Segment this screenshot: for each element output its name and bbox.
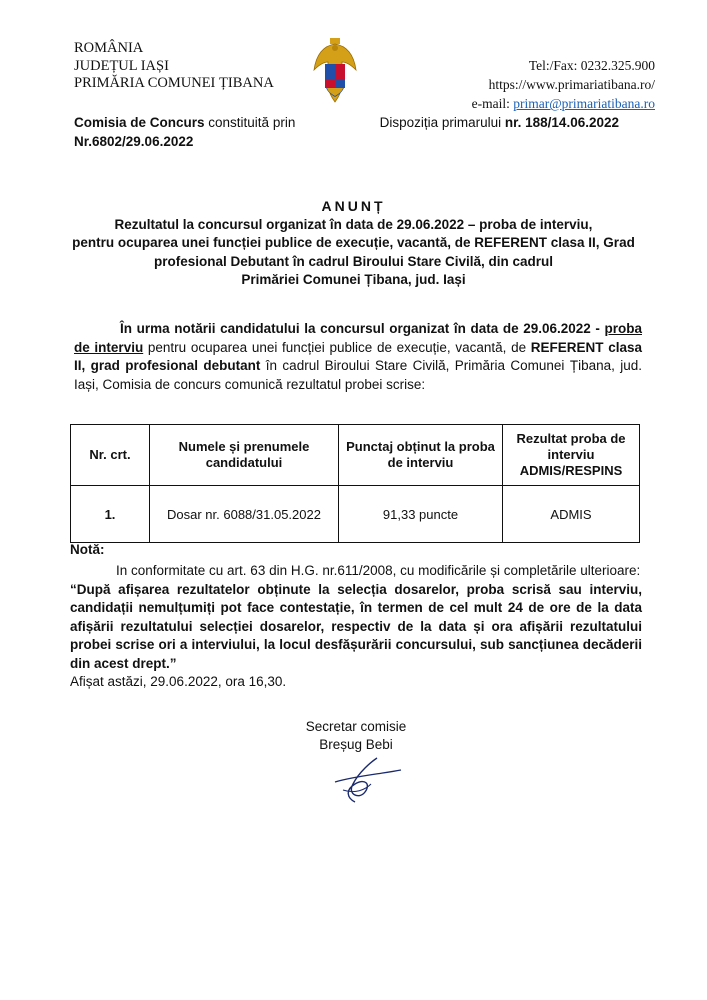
website-link[interactable]: https://www.primariatibana.ro/ xyxy=(488,77,655,92)
town-hall-line: PRIMĂRIA COMUNEI ȚIBANA xyxy=(74,75,274,91)
email-label: e-mail: xyxy=(471,96,514,111)
note-block xyxy=(70,562,642,692)
disposition-text: Dispoziția primarului xyxy=(379,115,505,130)
results-table xyxy=(70,424,640,543)
note-label: Notă: xyxy=(70,542,105,557)
signature-block xyxy=(300,718,412,754)
country-line: ROMÂNIA xyxy=(74,40,144,56)
posted-date: Afișat astăzi, 29.06.2022, ora 16,30. xyxy=(70,674,287,689)
signature-role: Secretar comisie xyxy=(305,719,407,734)
romania-coat-of-arms-icon xyxy=(312,36,358,108)
commission-number: Nr.6802/29.06.2022 xyxy=(74,134,194,149)
disposition-number: nr. 188/14.06.2022 xyxy=(504,115,619,130)
intro-part-1: În urma notării candidatului la concursul organizat în data de 29.06.2022 - xyxy=(120,321,605,336)
note-legal-basis: In conformitate cu art. 63 din H.G. nr.611/2008, cu modificările și completările ulterioare: xyxy=(116,563,641,578)
intro-part-4: REFERENT clasa II, grad profesional debutant xyxy=(74,339,642,373)
table-row xyxy=(71,486,640,543)
handwritten-signature-icon xyxy=(325,754,405,804)
phone-fax: Tel:/Fax: 0232.325.900 xyxy=(528,58,655,73)
announcement-heading: ANUNȚ xyxy=(321,198,386,214)
intro-paragraph xyxy=(74,320,642,394)
email-link[interactable]: primar@primariatibana.ro xyxy=(513,96,655,111)
header-score: Punctaj obținut la proba de interviu xyxy=(339,425,503,486)
intro-part-5: în cadrul Biroului Stare Civilă, Primăria Comunei Țibana, jud. Iași, Comisia de concurs comunică rezultatul probei scrise: xyxy=(74,358,642,392)
commission-text: constituită prin xyxy=(204,115,296,130)
header-nr: Nr. crt. xyxy=(71,425,150,486)
cell-nr: 1. xyxy=(71,486,150,543)
title-line-3: profesional Debutant în cadrul Biroului Stare Civilă, din cadrul xyxy=(153,253,554,269)
title-line-4: Primăriei Comunei Țibana, jud. Iași xyxy=(241,272,466,287)
note-quote: “După afișarea rezultatelor obținute la selecția dosarelor, proba scrisă sau interviu, candidații nemulțumiți pot face contestație, în termen de cel mult 24 de ore de la data afișării rezultatului selecției dosarelor, respectiv de la data și ora afișării rezultatului probei scrise ori a interviului, la locul desfășurării concursului, sub sancțiunea decăderii din acest drept.” xyxy=(70,581,642,671)
intro-part-3: pentru ocuparea unei funcției publice de execuție, vacantă, de xyxy=(143,339,531,355)
header-name: Numele și prenumele candidatului xyxy=(150,425,339,486)
title-line-1: Rezultatul la concursul organizat în data de 29.06.2022 – proba de interviu, xyxy=(114,216,593,232)
commission-reference xyxy=(74,113,295,151)
institution-header xyxy=(74,40,274,93)
table-header-row xyxy=(71,425,640,486)
email-line xyxy=(472,94,655,113)
title-line-2: pentru ocuparea unei funcției publice de execuție, vacantă, de REFERENT clasa II, Grad xyxy=(72,235,635,250)
header-result: Rezultat proba de interviu ADMIS/RESPINS xyxy=(503,425,640,486)
cell-name: Dosar nr. 6088/31.05.2022 xyxy=(150,486,339,543)
cell-result: ADMIS xyxy=(503,486,640,543)
contact-block xyxy=(472,56,655,113)
intro-part-2: proba de interviu xyxy=(74,321,642,355)
announcement-title xyxy=(70,197,637,290)
signature-name: Breșug Bebi xyxy=(319,737,393,752)
county-line: JUDEȚUL IAȘI xyxy=(74,57,169,74)
commission-label: Comisia de Concurs xyxy=(74,115,205,130)
disposition-reference xyxy=(380,113,619,132)
cell-score: 91,33 puncte xyxy=(339,486,503,543)
